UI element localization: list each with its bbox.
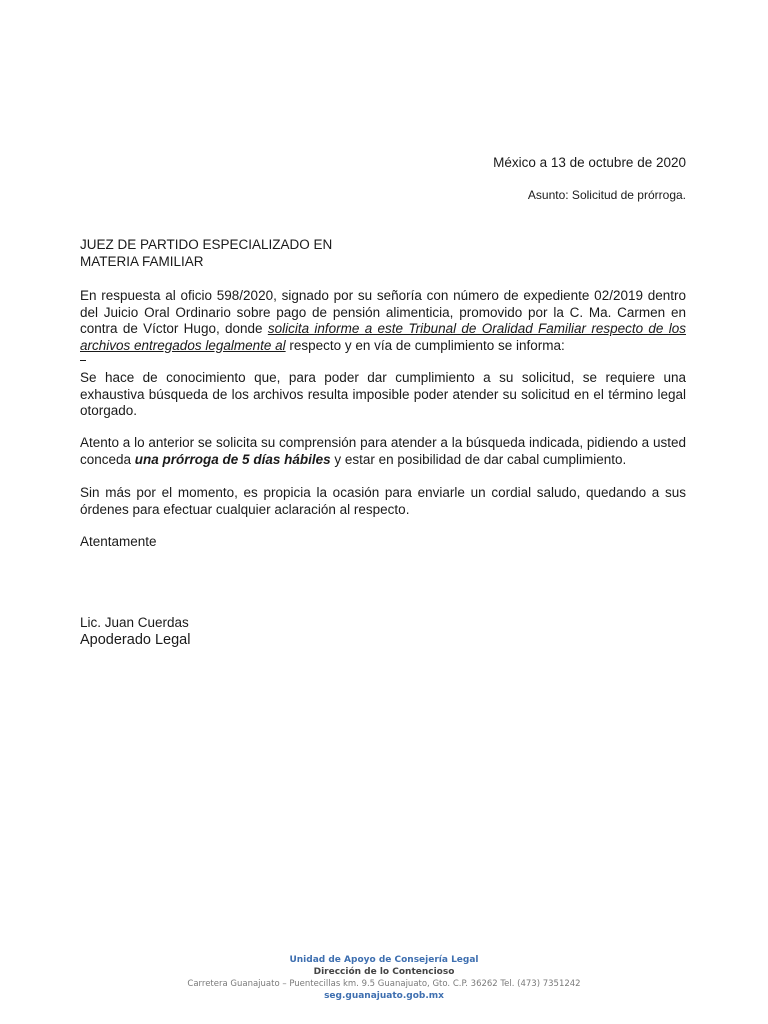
paragraph-request [80, 435, 686, 468]
letterhead-footer [0, 954, 768, 1002]
paragraph-response-end: respecto y en vía de cumplimiento se informa: [285, 337, 565, 353]
stray-dash [80, 360, 86, 361]
addressee-line-2: MATERIA FAMILIAR [80, 254, 204, 269]
signer-name: Lic. Juan Cuerdas [80, 615, 189, 630]
paragraph-response [80, 288, 686, 354]
paragraph-response-start: En respuesta al oficio 598/2020, signado por su señoría con número de expediente 02/2019 dentro del Juicio Oral Ordinario sobre pago de pensión alimenticia, promovido por la C. Ma. Carmen en contra de Víctor Hugo, donde [80, 288, 686, 336]
paragraph-request-emphasis: una prórroga de 5 días hábiles [134, 451, 331, 467]
signer-title: Apoderado Legal [80, 632, 191, 648]
addressee-block [80, 236, 332, 270]
paragraph-request-end: y estar en posibilidad de dar cabal cumplimiento. [330, 451, 627, 467]
addressee-line-1: JUEZ DE PARTIDO ESPECIALIZADO EN [80, 237, 333, 252]
footer-address: Carretera Guanajuato – Puentecillas km. 9.5 Guanajuato, Gto. C.P. 36262 Tel. (473) 7351242 [187, 979, 581, 989]
paragraph-notice: Se hace de conocimiento que, para poder dar cumplimiento a su solicitud, se requiere una exhaustiva búsqueda de los archivos resulta imposible poder atender su solicitud en el término legal otorgado. [80, 370, 686, 418]
paragraph-request-start: Atento a lo anterior se solicita su comprensión para atender a la búsqueda indicada, pidiendo a usted conceda [80, 435, 686, 467]
footer-unit: Unidad de Apoyo de Consejería Legal [289, 955, 479, 965]
footer-website[interactable]: seg.guanajuato.gob.mx [324, 991, 444, 1001]
date-line: México a 13 de octubre de 2020 [493, 155, 686, 170]
footer-direction: Dirección de lo Contencioso [313, 967, 455, 977]
paragraph-farewell: Sin más por el momento, es propicia la ocasión para enviarle un cordial saludo, quedando a sus órdenes para efectuar cualquier aclaración al respecto. [80, 485, 686, 517]
subject-line: Asunto: Solicitud de prórroga. [527, 188, 686, 202]
paragraph-response-emphasis: solicita informe a este Tribunal de Oralidad Familiar respecto de los archivos entregados legalmente al [80, 321, 686, 353]
closing-line: Atentamente [80, 534, 157, 549]
